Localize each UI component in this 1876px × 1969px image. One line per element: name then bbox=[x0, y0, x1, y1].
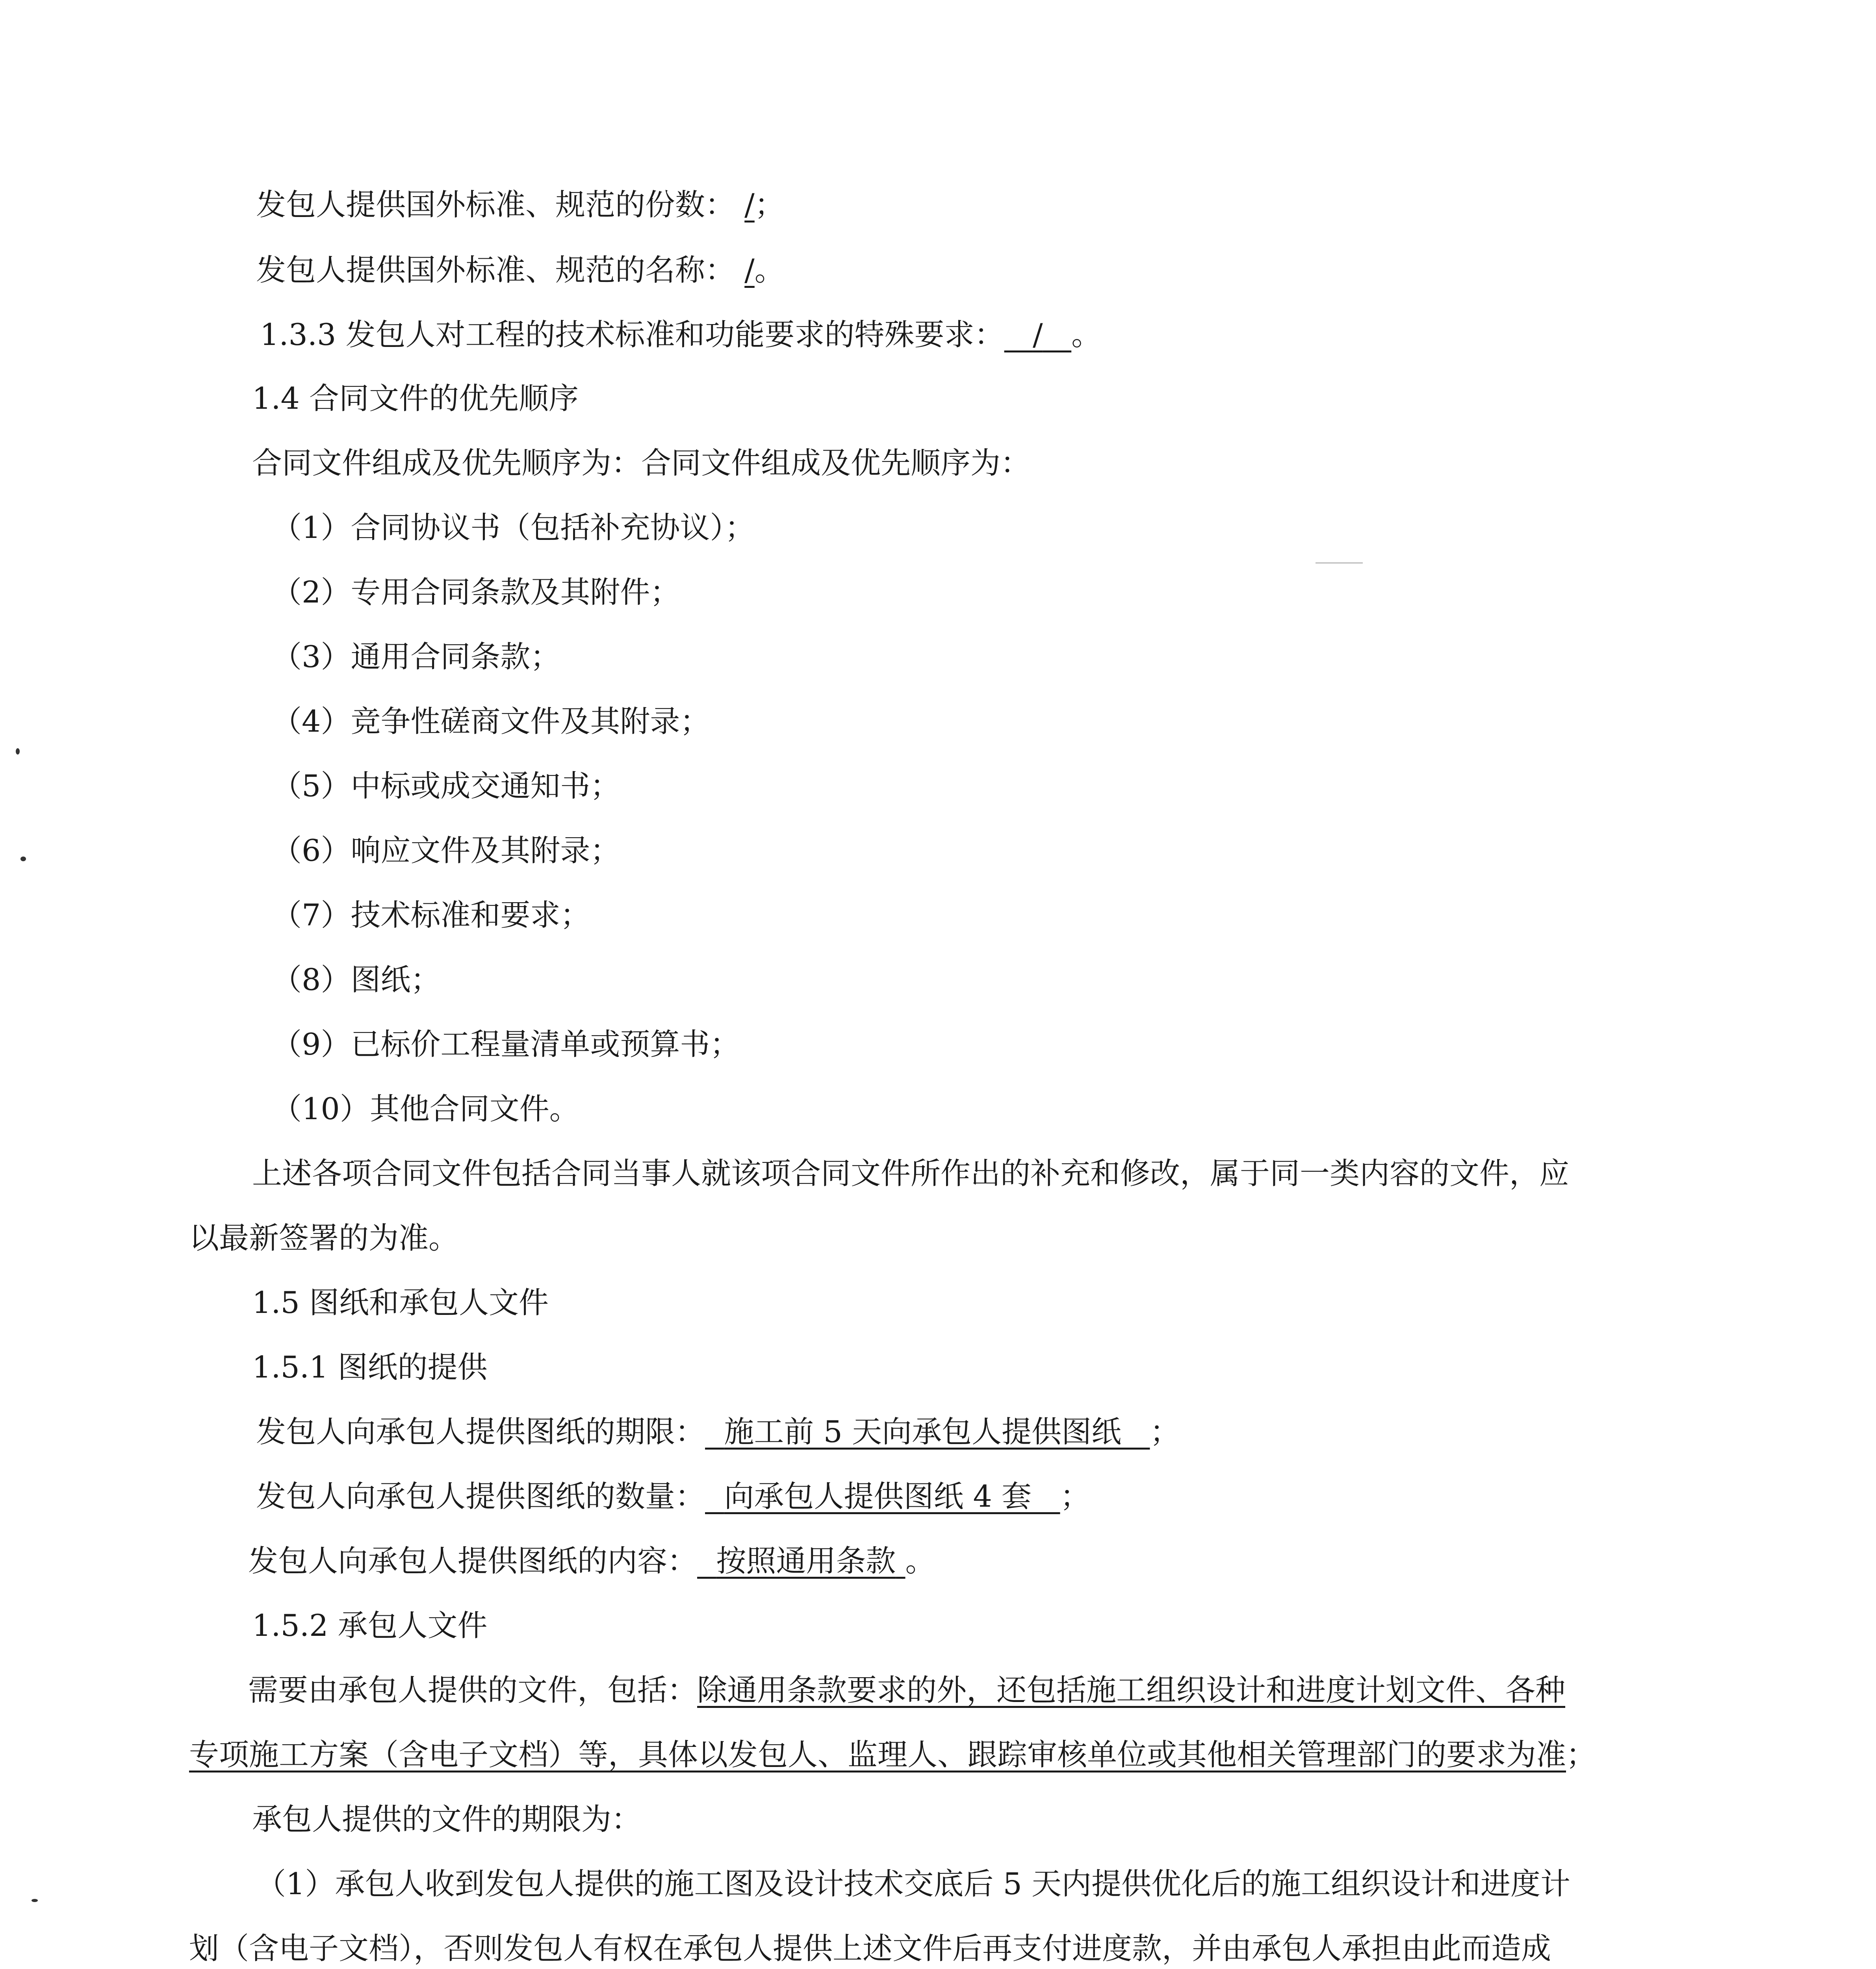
filled-value: / bbox=[744, 187, 755, 222]
scan-speck bbox=[32, 1899, 38, 1902]
section-heading-1-5: 1.5 图纸和承包人文件 bbox=[252, 1285, 549, 1320]
paragraph-text: 上述各项合同文件包括合同当事人就该项合同文件所作出的补充和修改，属于同一类内容的文件，应 bbox=[252, 1156, 1569, 1191]
list-item: （10）其他合同文件。 bbox=[272, 1091, 579, 1126]
punct: ； bbox=[1566, 1737, 1596, 1772]
punct: ； bbox=[1150, 1414, 1180, 1449]
punct: ； bbox=[754, 187, 785, 222]
filled-value: / bbox=[1033, 317, 1043, 352]
paragraph-text: 划（含电子文档），否则发包人有权在承包人提供上述文件后再支付进度款，并由承包人承担由此而造成 bbox=[189, 1931, 1551, 1966]
filled-value: 向承包人提供图纸 4 套 bbox=[724, 1479, 1032, 1514]
filled-value: 施工前 5 天向承包人提供图纸 bbox=[724, 1414, 1121, 1449]
filled-value: 按照通用条款 bbox=[716, 1543, 896, 1578]
foreign-standard-name-line bbox=[256, 250, 785, 290]
scan-mark bbox=[1316, 562, 1363, 564]
punct: 。 bbox=[1071, 317, 1102, 352]
list-item: （3）通用合同条款； bbox=[272, 639, 560, 674]
list-item: （9）已标价工程量清单或预算书； bbox=[272, 1027, 740, 1062]
contractor-documents-line bbox=[248, 1670, 1565, 1710]
foreign-standard-copies-line bbox=[256, 185, 785, 224]
drawing-content-line bbox=[248, 1541, 935, 1581]
label: 发包人向承包人提供图纸的内容： bbox=[248, 1543, 697, 1578]
label: 发包人提供国外标准、规范的名称： bbox=[256, 252, 735, 287]
label: 发包人向承包人提供图纸的期限： bbox=[256, 1414, 705, 1449]
clause-1-3-3-line bbox=[260, 315, 1101, 354]
list-item: （1）合同协议书（包括补充协议）； bbox=[272, 510, 755, 545]
scan-speck bbox=[20, 857, 26, 861]
list-item: （8）图纸； bbox=[272, 962, 441, 997]
filled-value: / bbox=[744, 252, 755, 287]
scan-speck bbox=[16, 748, 20, 755]
label: 需要由承包人提供的文件，包括： bbox=[248, 1672, 697, 1708]
punct: ； bbox=[1060, 1479, 1090, 1514]
list-item: （4）竞争性磋商文件及其附录； bbox=[272, 704, 710, 739]
list-item: （5）中标或成交通知书； bbox=[272, 768, 620, 803]
paragraph-text: （1）承包人收到发包人提供的施工图及设计技术交底后 5 天内提供优化后的施工组织设计和进度计 bbox=[256, 1866, 1571, 1901]
filled-value: 专项施工方案（含电子文档）等，具体以发包人、监理人、跟踪审核单位或其他相关管理部门的要求为准 bbox=[189, 1737, 1566, 1772]
list-item: （2）专用合同条款及其附件； bbox=[272, 575, 680, 610]
label: 发包人向承包人提供图纸的数量： bbox=[256, 1479, 705, 1514]
label: 发包人提供国外标准、规范的份数： bbox=[256, 187, 735, 222]
contractor-documents-line-cont bbox=[189, 1735, 1596, 1774]
list-item: （6）响应文件及其附录； bbox=[272, 833, 620, 868]
section-heading-1-4: 1.4 合同文件的优先顺序 bbox=[252, 381, 579, 416]
drawing-quantity-line bbox=[256, 1477, 1090, 1516]
paragraph-text: 合同文件组成及优先顺序为：合同文件组成及优先顺序为： bbox=[252, 445, 1030, 480]
punct: 。 bbox=[905, 1543, 935, 1578]
punct: 。 bbox=[754, 252, 785, 287]
filled-value: 除通用条款要求的外，还包括施工组织设计和进度计划文件、各种 bbox=[697, 1672, 1565, 1708]
subsection-heading-1-5-2: 1.5.2 承包人文件 bbox=[252, 1608, 488, 1643]
list-item: （7）技术标准和要求； bbox=[272, 897, 590, 933]
subsection-heading-1-5-1: 1.5.1 图纸的提供 bbox=[252, 1350, 488, 1385]
label: 1.3.3 发包人对工程的技术标准和功能要求的特殊要求： bbox=[260, 317, 1004, 352]
paragraph-text: 以最新签署的为准。 bbox=[189, 1220, 458, 1255]
paragraph-text: 承包人提供的文件的期限为： bbox=[252, 1802, 641, 1837]
drawing-deadline-line bbox=[256, 1412, 1180, 1452]
